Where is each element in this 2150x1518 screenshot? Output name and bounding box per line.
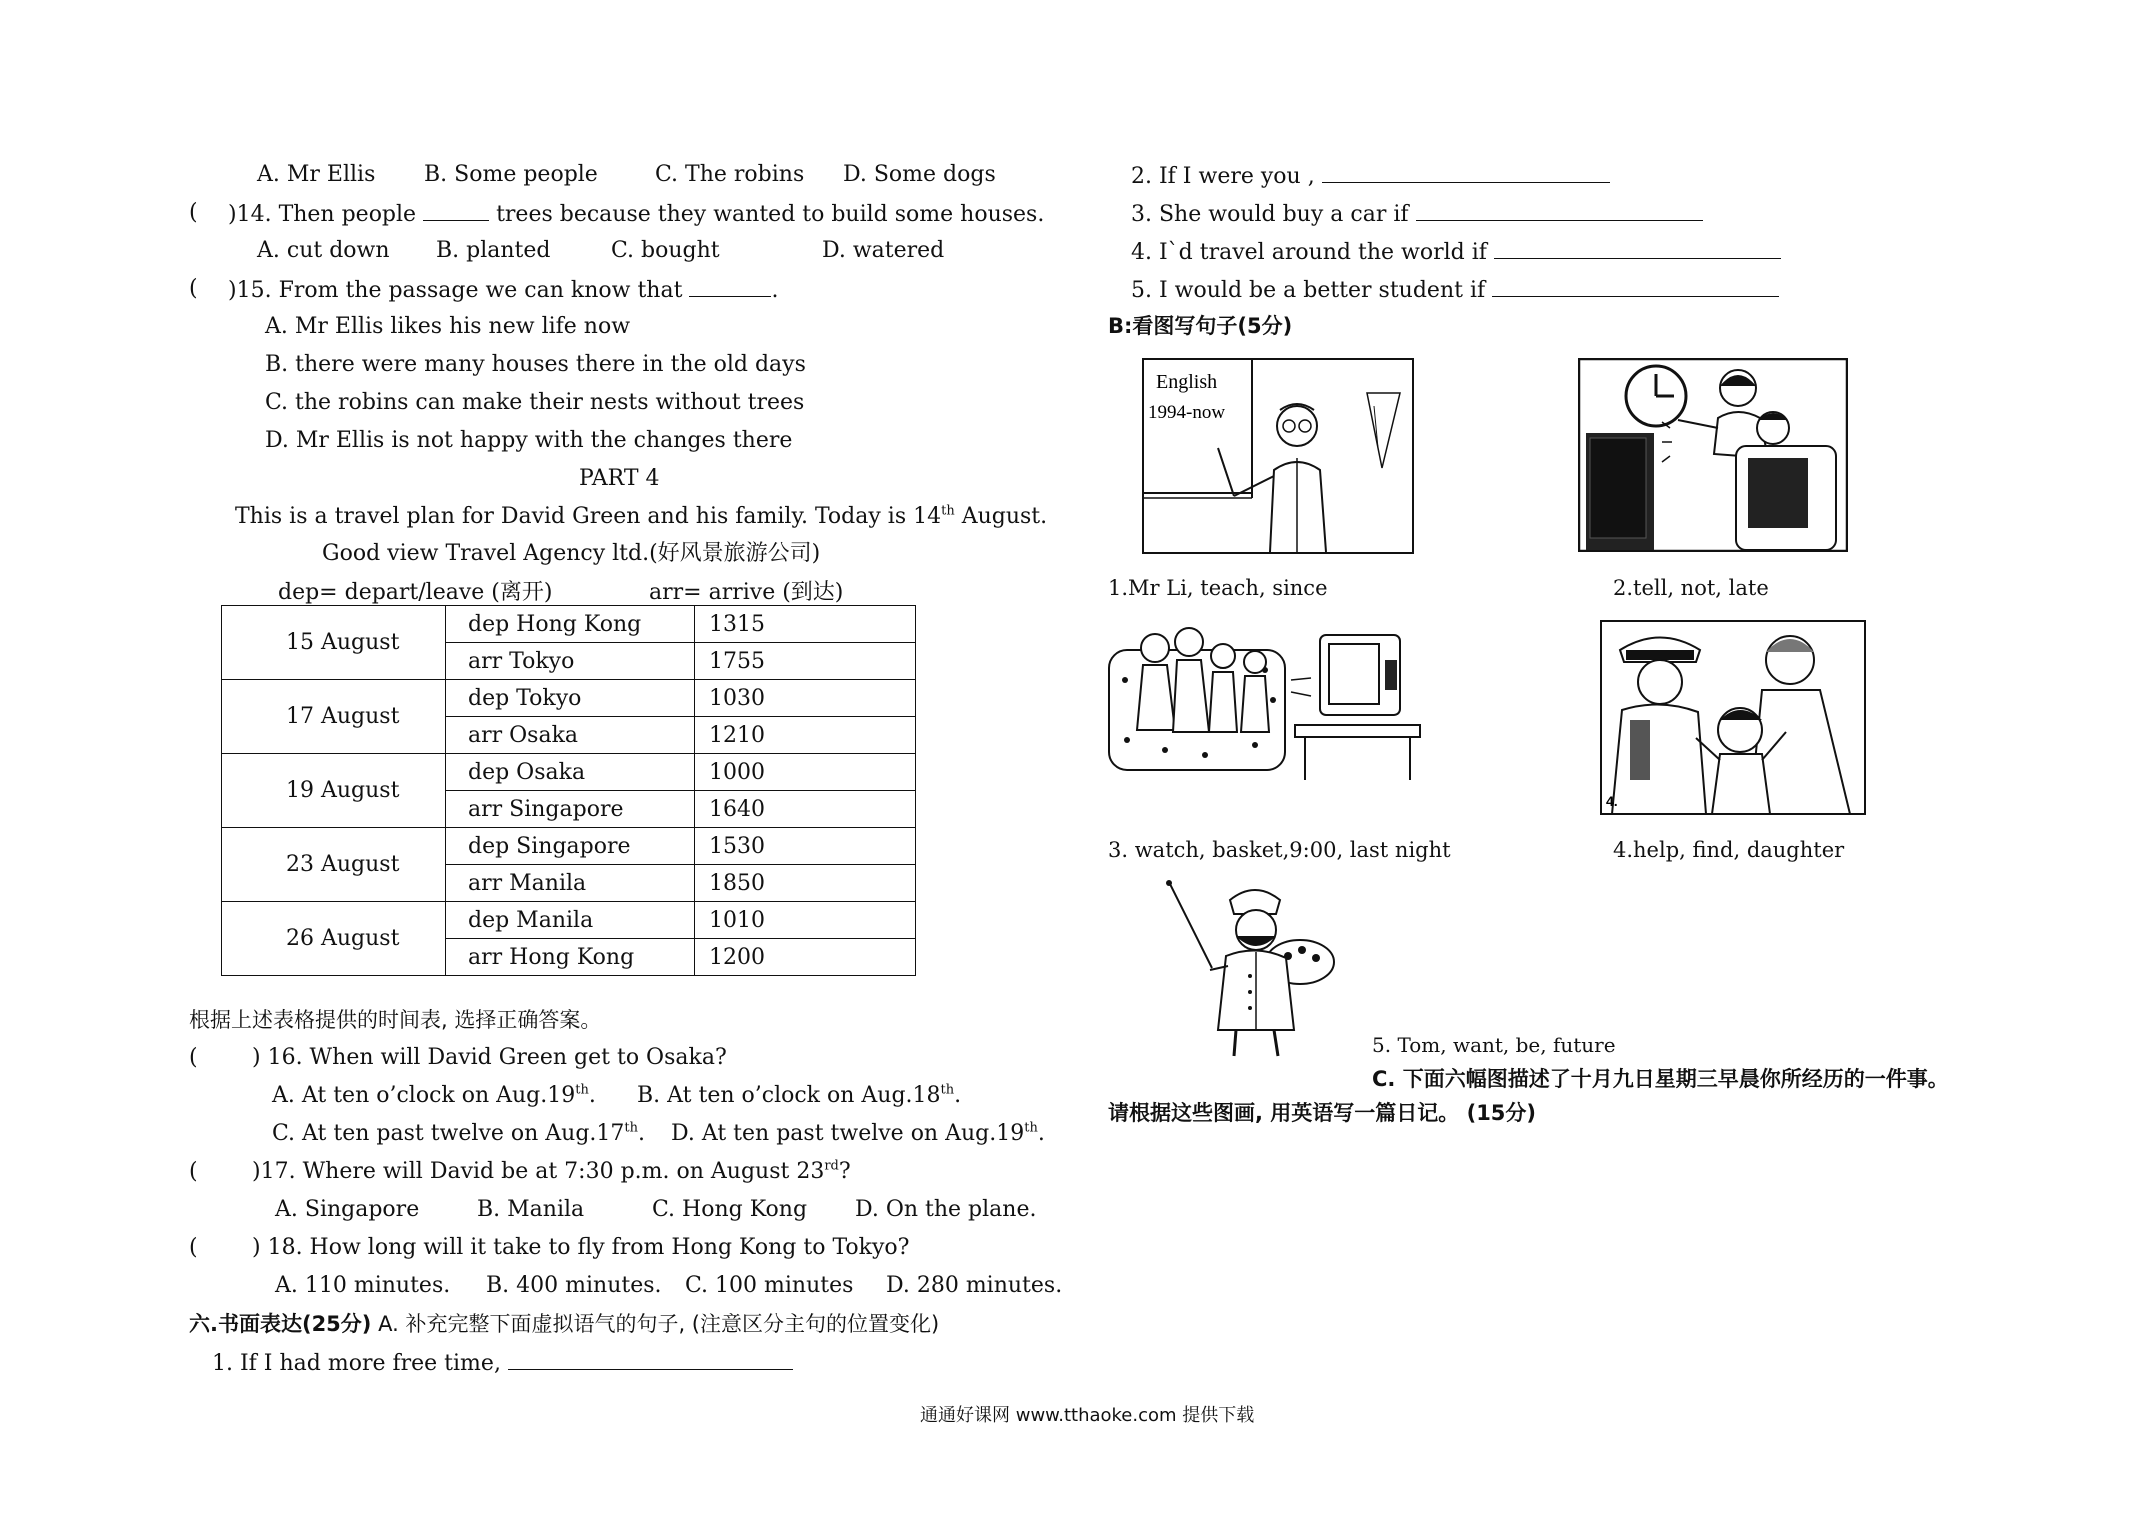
- caption-5: 5. Tom, want, be, future: [1372, 1033, 1616, 1057]
- q17-paren: (: [189, 1159, 198, 1184]
- painter-picture: [1160, 880, 1360, 1060]
- q16-b-text: B. At ten o’clock on Aug.18: [637, 1083, 941, 1108]
- travel-plan-table: [221, 605, 916, 976]
- q13-option-c: C. The robins: [655, 162, 805, 187]
- table-time: 1210: [695, 717, 916, 754]
- section6-instruction: A. 补充完整下面虚拟语气的句子, (注意区分主句的位置变化): [378, 1312, 940, 1336]
- q16-d-text: D. At ten past twelve on Aug.19: [671, 1121, 1025, 1146]
- footer-source: 通通好课网 www.tthaoke.com 提供下载: [920, 1405, 1255, 1426]
- q17-option-d: D. On the plane.: [855, 1197, 1037, 1222]
- sentence-3: [1131, 200, 1703, 228]
- sentence-5: [1131, 276, 1779, 304]
- table-place: arr Tokyo: [446, 643, 695, 680]
- sentence-2-blank: [1322, 162, 1610, 183]
- table-place: dep Osaka: [446, 754, 695, 791]
- q16-c-end: .: [638, 1121, 646, 1146]
- part4-intro: [235, 504, 1047, 530]
- table-time: 1010: [695, 902, 916, 939]
- table-place: arr Hong Kong: [446, 939, 695, 976]
- q17-question: [252, 1159, 851, 1185]
- q16-option-b: [637, 1083, 961, 1109]
- section6-heading: [189, 1311, 939, 1337]
- table-row: [222, 754, 916, 791]
- q16-c-text: C. At ten past twelve on Aug.17: [272, 1121, 625, 1146]
- table-instruction: 根据上述表格提供的时间表, 选择正确答案。: [189, 1008, 602, 1032]
- table-date: 23 August: [222, 828, 446, 902]
- q16-a-end: .: [588, 1083, 596, 1108]
- q16-a-text: A. At ten o’clock on Aug.19: [272, 1083, 576, 1108]
- sentence-3-blank: [1416, 200, 1703, 221]
- q15-option-a: A. Mr Ellis likes his new life now: [265, 314, 631, 339]
- clock-picture: [1578, 358, 1848, 552]
- q17-option-c: C. Hong Kong: [652, 1197, 808, 1222]
- q17-end: ?: [838, 1159, 851, 1184]
- q16-a-sup: th: [575, 1082, 589, 1098]
- caption-4: 4.help, find, daughter: [1613, 838, 1845, 862]
- q16-question: ) 16. When will David Green get to Osaka?: [252, 1045, 727, 1070]
- q14-option-d: D. watered: [822, 238, 945, 263]
- table-place: arr Manila: [446, 865, 695, 902]
- q14-option-c: C. bought: [611, 238, 720, 263]
- board-text-1: English: [1156, 371, 1218, 393]
- table-time: 1315: [695, 606, 916, 643]
- agency-name: Good view Travel Agency ltd.(好风景旅游公司): [322, 541, 821, 566]
- q17-option-a: A. Singapore: [275, 1197, 420, 1222]
- table-time: 1200: [695, 939, 916, 976]
- table-row: [222, 680, 916, 717]
- q15-text: )15. From the passage we can know that: [228, 278, 683, 303]
- table-place: arr Osaka: [446, 717, 695, 754]
- q18-paren: (: [189, 1235, 198, 1260]
- q16-c-sup: th: [624, 1120, 639, 1136]
- q16-b-end: .: [954, 1083, 962, 1108]
- q14-text-after: trees because they wanted to build some houses.: [496, 202, 1045, 227]
- part-b-heading: B:看图写句子(5分): [1108, 314, 1293, 338]
- intro-text-a: This is a travel plan for David Green and his family. Today is 14: [235, 504, 942, 529]
- q16-d-end: .: [1037, 1121, 1045, 1146]
- table-date: 26 August: [222, 902, 446, 976]
- q14-question: [228, 200, 1044, 228]
- q18-option-a: A. 110 minutes.: [275, 1273, 451, 1298]
- arr-definition: arr= arrive (到达): [649, 580, 844, 605]
- part-c-line-1: C. 下面六幅图描述了十月九日星期三早晨你所经历的一件事。: [1372, 1067, 1949, 1091]
- table-time: 1530: [695, 828, 916, 865]
- dep-definition: dep= depart/leave (离开): [278, 580, 553, 605]
- intro-sup: th: [941, 503, 955, 519]
- table-place: dep Singapore: [446, 828, 695, 865]
- q16-b-sup: th: [940, 1082, 955, 1098]
- sentence-1-text: 1. If I had more free time,: [212, 1351, 501, 1376]
- q14-option-a: A. cut down: [257, 238, 390, 263]
- table-row: [222, 606, 916, 643]
- q16-option-a: [272, 1083, 596, 1109]
- q16-d-sup: th: [1024, 1120, 1038, 1136]
- q18-option-c: C. 100 minutes: [685, 1273, 854, 1298]
- sentence-2: [1131, 162, 1610, 190]
- q14-paren: (: [189, 200, 198, 225]
- table-time: 1755: [695, 643, 916, 680]
- table-date: 17 August: [222, 680, 446, 754]
- q13-option-d: D. Some dogs: [843, 162, 996, 187]
- q14-blank: [423, 200, 489, 221]
- table-time: 1850: [695, 865, 916, 902]
- q14-text-before: )14. Then people: [228, 202, 417, 227]
- table-place: dep Hong Kong: [446, 606, 695, 643]
- part-c-line-2: 请根据这些图画, 用英语写一篇日记。 (15分): [1108, 1101, 1537, 1125]
- sentence-2-text: 2. If I were you ,: [1131, 164, 1315, 189]
- table-place: dep Manila: [446, 902, 695, 939]
- sentence-4: [1131, 238, 1781, 266]
- caption-1: 1.Mr Li, teach, since: [1108, 576, 1328, 600]
- teacher-picture: [1142, 358, 1414, 554]
- caption-2: 2.tell, not, late: [1613, 576, 1769, 600]
- table-row: [222, 902, 916, 939]
- sentence-4-text: 4. I`d travel around the world if: [1131, 240, 1487, 265]
- section6-title: 六.书面表达(25分): [189, 1312, 372, 1336]
- table-time: 1640: [695, 791, 916, 828]
- board-text-2: 1994-now: [1148, 402, 1226, 423]
- q15-blank: [689, 276, 771, 297]
- q18-question: ) 18. How long will it take to fly from Hong Kong to Tokyo?: [252, 1235, 910, 1260]
- table-date: 15 August: [222, 606, 446, 680]
- table-time: 1000: [695, 754, 916, 791]
- sentence-4-blank: [1494, 238, 1781, 259]
- table-time: 1030: [695, 680, 916, 717]
- sentence-5-blank: [1492, 276, 1779, 297]
- q17-text: )17. Where will David be at 7:30 p.m. on August 23: [252, 1159, 825, 1184]
- q17-option-b: B. Manila: [477, 1197, 585, 1222]
- sentence-1: [212, 1349, 793, 1377]
- q13-option-b: B. Some people: [424, 162, 598, 187]
- sentence-5-text: 5. I would be a better student if: [1131, 278, 1486, 303]
- picture-4-number: 4.: [1606, 793, 1618, 809]
- q16-paren: (: [189, 1045, 198, 1070]
- sentence-1-blank: [508, 1349, 793, 1370]
- table-row: [222, 828, 916, 865]
- q16-option-c: [272, 1121, 645, 1147]
- q15-paren: (: [189, 276, 198, 301]
- table-place: dep Tokyo: [446, 680, 695, 717]
- table-place: arr Singapore: [446, 791, 695, 828]
- q15-question: [228, 276, 778, 304]
- q18-option-d: D. 280 minutes.: [886, 1273, 1063, 1298]
- q15-option-c: C. the robins can make their nests without trees: [265, 390, 805, 415]
- q15-end: .: [771, 278, 779, 303]
- q13-option-a: A. Mr Ellis: [257, 162, 376, 187]
- q14-option-b: B. planted: [436, 238, 551, 263]
- sentence-3-text: 3. She would buy a car if: [1131, 202, 1409, 227]
- caption-3: 3. watch, basket,9:00, last night: [1108, 838, 1451, 862]
- q18-option-b: B. 400 minutes.: [486, 1273, 662, 1298]
- q17-sup: rd: [824, 1158, 839, 1174]
- q15-option-d: D. Mr Ellis is not happy with the changes there: [265, 428, 793, 453]
- police-picture: [1600, 620, 1866, 815]
- intro-text-b: August.: [954, 504, 1048, 529]
- part4-title: PART 4: [579, 466, 660, 491]
- table-date: 19 August: [222, 754, 446, 828]
- q16-option-d: [671, 1121, 1045, 1147]
- family-tv-picture: [1105, 620, 1423, 785]
- q15-option-b: B. there were many houses there in the old days: [265, 352, 806, 377]
